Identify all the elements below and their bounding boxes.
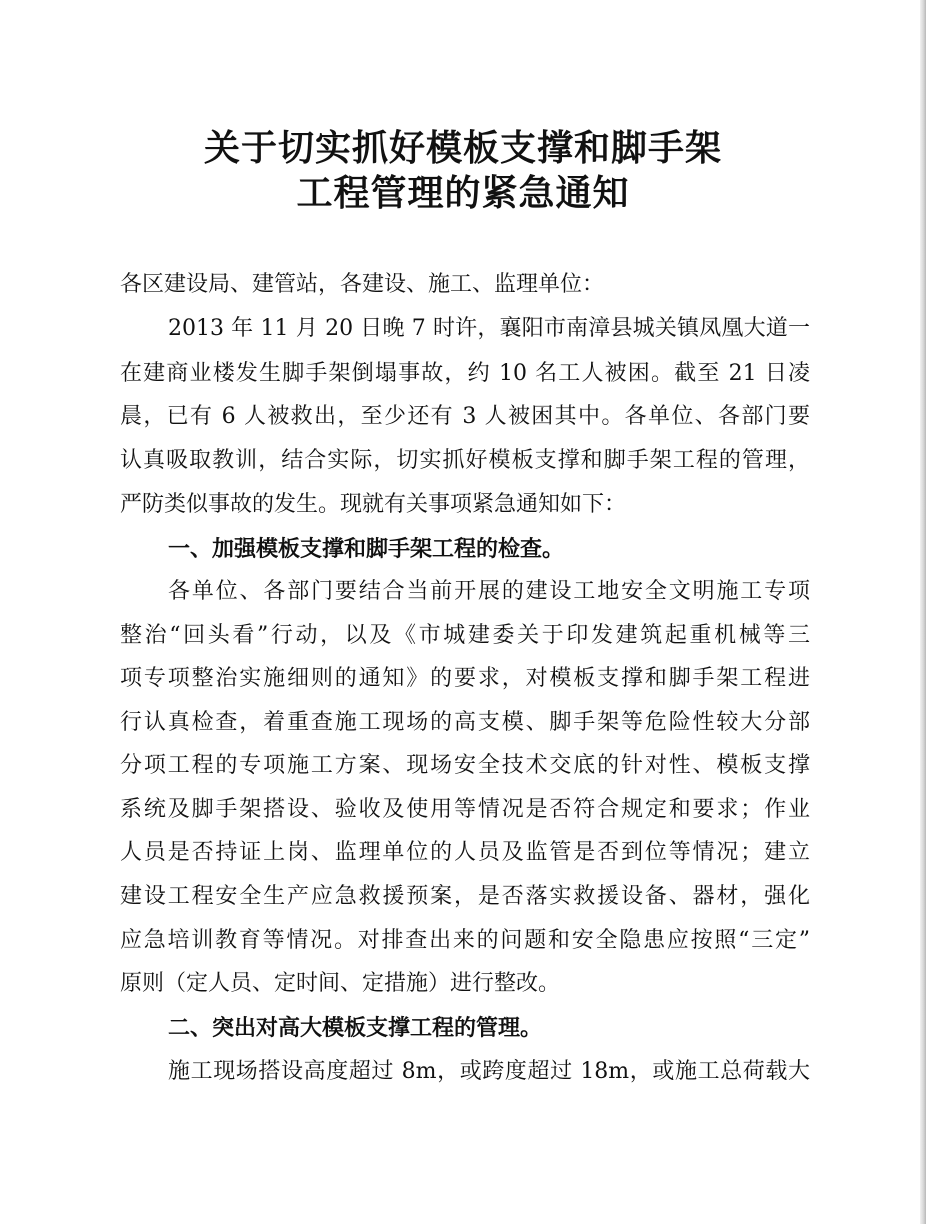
- paragraph-line: 人员是否持证上岗、监理单位的人员及监管是否到位等情况；建立: [120, 840, 810, 865]
- title-line-1: 关于切实抓好模板支撑和脚手架: [203, 127, 722, 169]
- section-heading-2: 二、突出对高大模板支撑工程的管理。: [168, 1015, 543, 1041]
- paragraph-line: 各单位、各部门要结合当前开展的建设工地安全文明施工专项: [168, 579, 810, 604]
- paragraph-line: 严防类似事故的发生。现就有关事项紧急通知如下：: [120, 492, 627, 517]
- paragraph-line: 项专项整治实施细则的通知》的要求，对模板支撑和脚手架工程进: [120, 666, 810, 691]
- paragraph-line: 系统及脚手架搭设、验收及使用等情况是否符合规定和要求；作业: [120, 797, 810, 822]
- paragraph-line: 晨，已有 6 人被救出，至少还有 3 人被困其中。各单位、各部门要: [120, 404, 810, 429]
- paragraph-line: 原则（定人员、定时间、定措施）进行整改。: [120, 971, 561, 996]
- paragraph-line: 施工现场搭设高度超过 8m，或跨度超过 18m，或施工总荷载大: [168, 1059, 810, 1084]
- paragraph-line: 2013 年 11 月 20 日晚 7 时许，襄阳市南漳县城关镇凤凰大道一: [168, 316, 810, 341]
- title-line-2: 工程管理的紧急通知: [296, 172, 630, 214]
- paragraph-line: 应急培训教育等情况。对排查出来的问题和安全隐患应按照“三定”: [120, 928, 810, 953]
- paragraph-line: 行认真检查，着重查施工现场的高支模、脚手架等危险性较大分部: [120, 710, 810, 735]
- salutation: 各区建设局、建管站，各建设、施工、监理单位：: [120, 272, 605, 297]
- section-heading-1: 一、加强模板支撑和脚手架工程的检查。: [168, 536, 565, 562]
- paragraph-line: 建设工程安全生产应急救援预案，是否落实救援设备、器材，强化: [120, 884, 810, 909]
- paragraph-line: 整治“回头看”行动，以及《市城建委关于印发建筑起重机械等三: [120, 623, 810, 648]
- paragraph-line: 认真吸取教训，结合实际，切实抓好模板支撑和脚手架工程的管理，: [120, 448, 810, 473]
- paragraph-line: 在建商业楼发生脚手架倒塌事故，约 10 名工人被困。截至 21 日凌: [120, 361, 810, 386]
- paragraph-line: 分项工程的专项施工方案、现场安全技术交底的针对性、模板支撑: [120, 753, 810, 778]
